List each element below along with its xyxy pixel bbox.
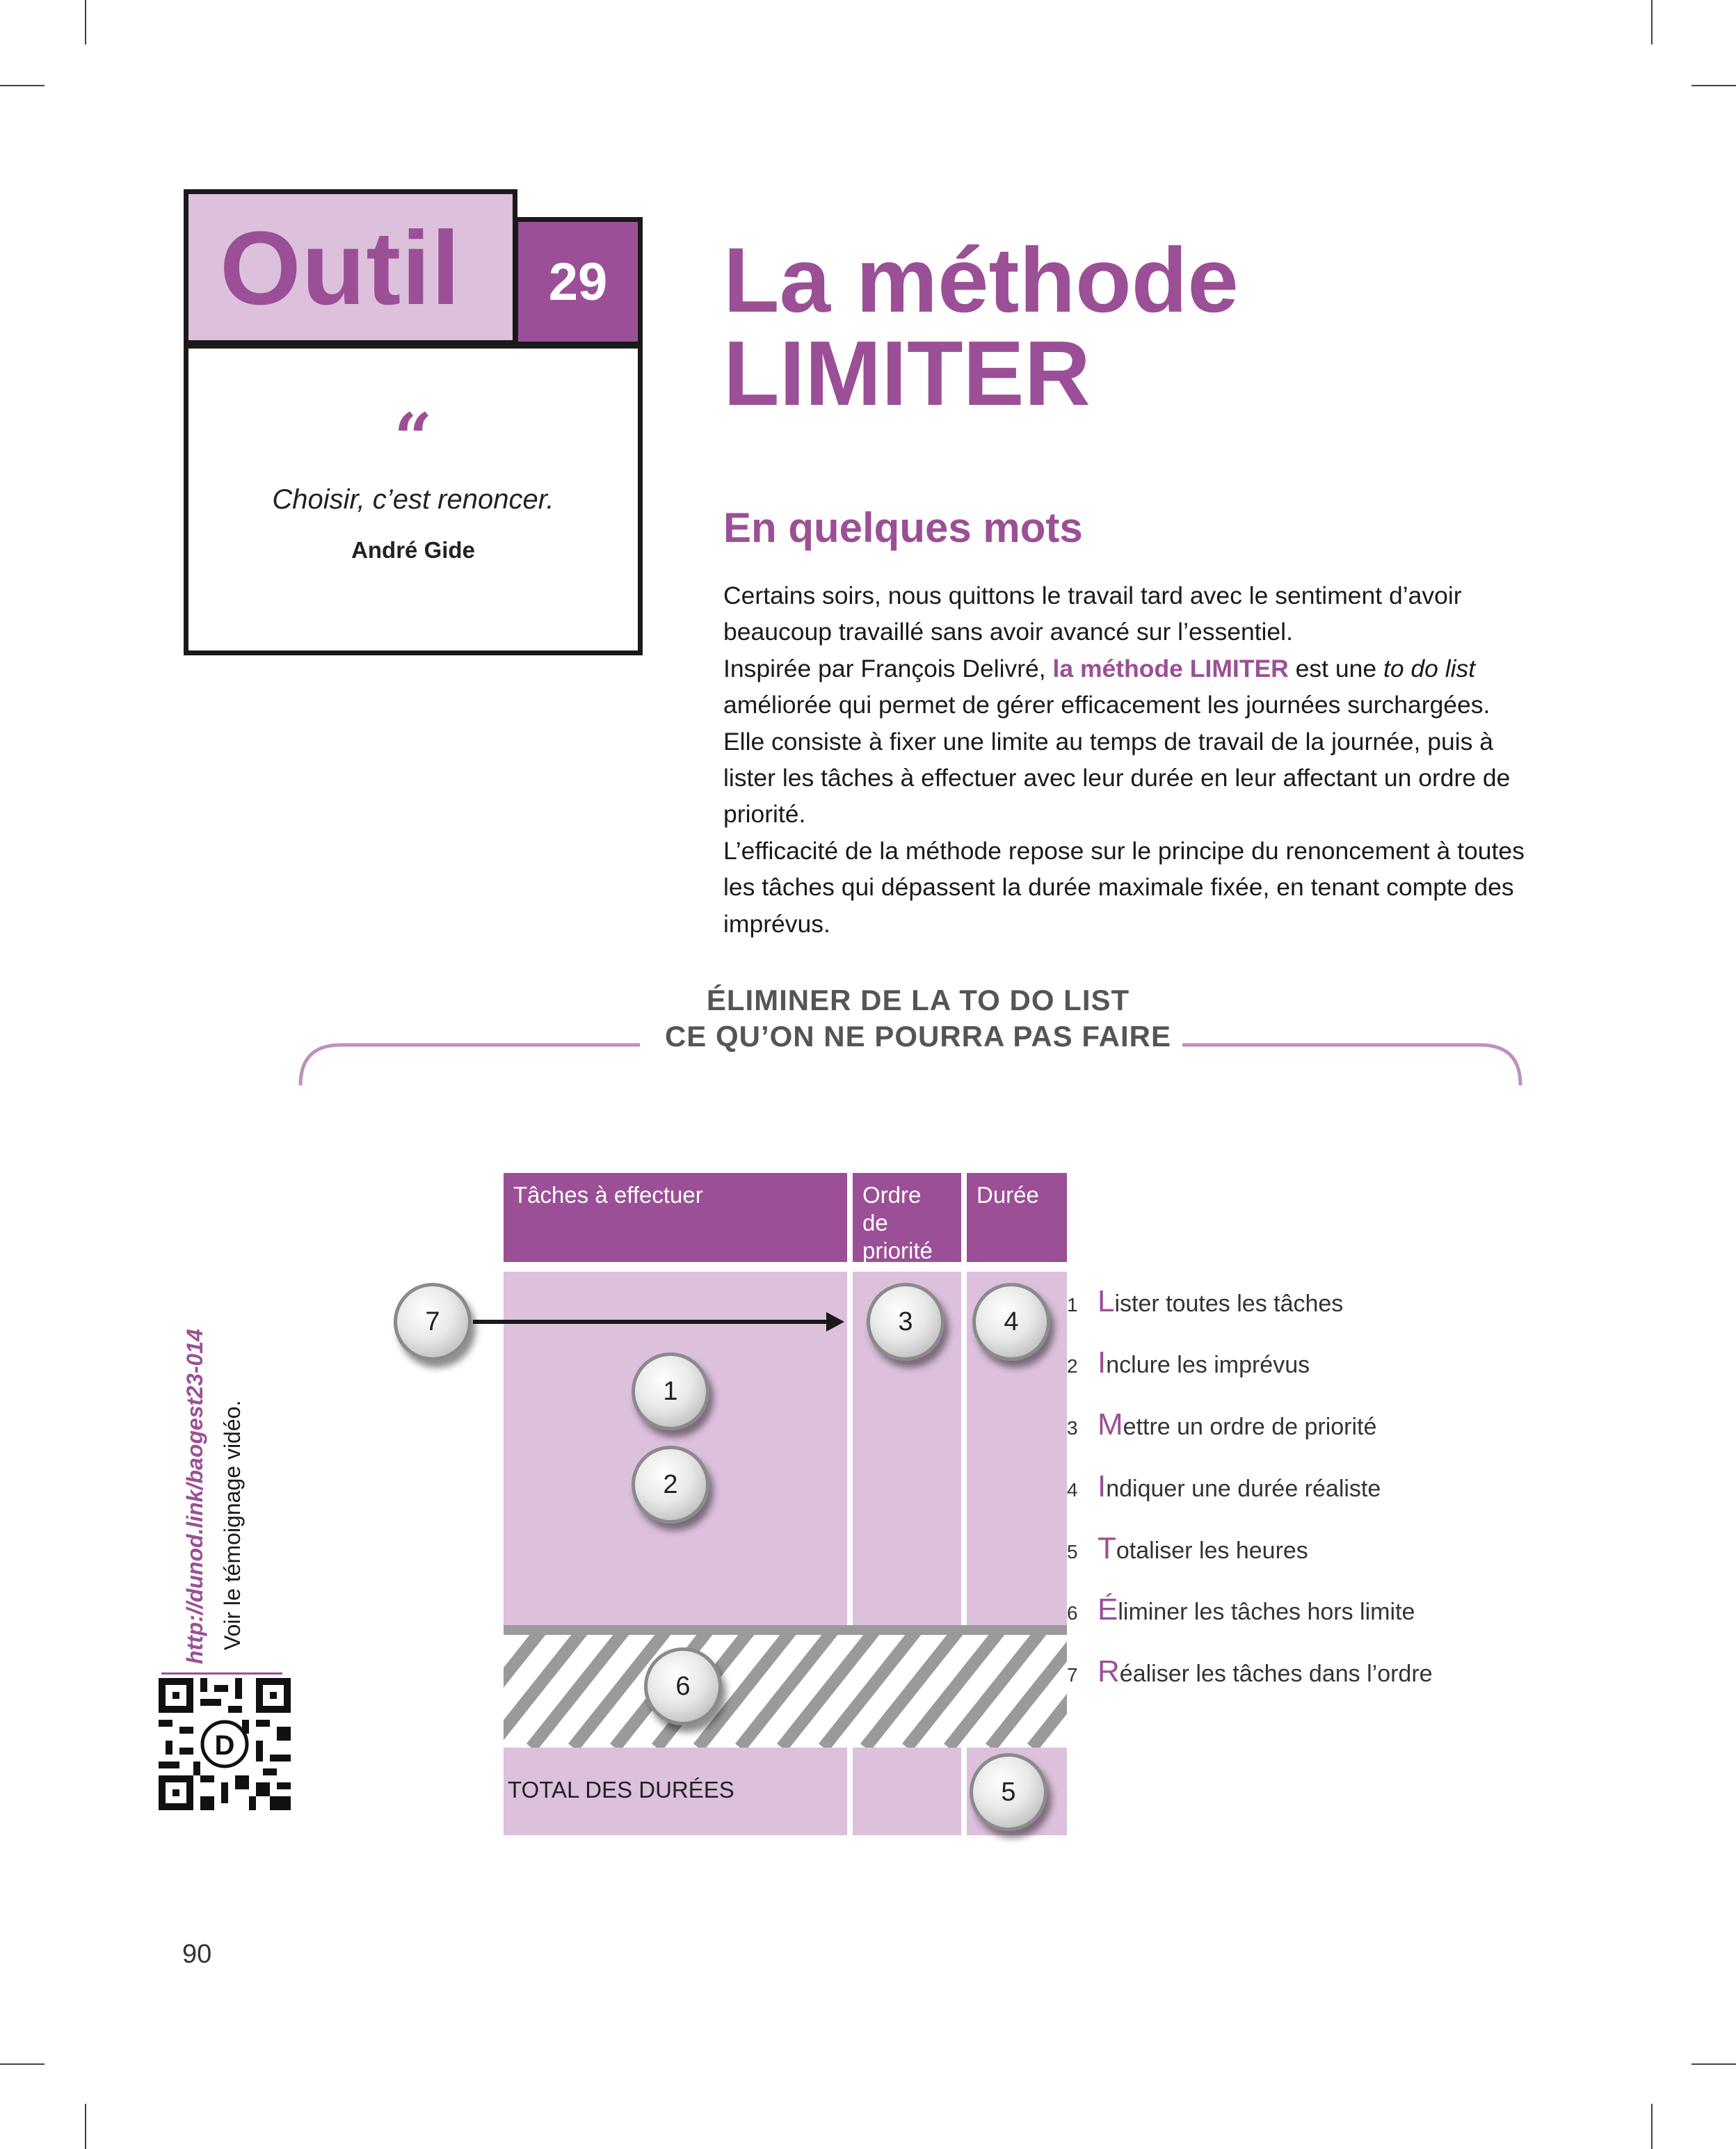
paragraph-3: Elle consiste à fixer une limite au temps de travail de la journée, puis à lister les tâches à effectuer avec leur durée en leur affectant un ordre de priorité.	[723, 727, 1511, 829]
legend-text: éaliser les tâches dans l’ordre	[1119, 1661, 1433, 1687]
legend-label	[1098, 1345, 1310, 1380]
legend-text: nclure les imprévus	[1106, 1352, 1310, 1378]
crop-mark	[85, 0, 86, 45]
p2-text-a: Inspirée par François Delivré,	[723, 654, 1053, 682]
legend-label	[1098, 1407, 1376, 1442]
legend-label	[1098, 1592, 1415, 1627]
quote-mark-icon: “	[394, 399, 433, 477]
tool-number: 29	[513, 217, 643, 346]
video-caption: Voir le témoignage vidéo.	[220, 1400, 245, 1650]
crop-mark	[1691, 85, 1736, 86]
legend-text: ndiquer une durée réaliste	[1106, 1476, 1381, 1502]
step-circle-3: 3	[867, 1283, 945, 1361]
header-tasks: Tâches à effectuer	[504, 1173, 847, 1262]
crop-mark	[1691, 2063, 1736, 2065]
legend-number: 2	[1067, 1355, 1078, 1377]
banner-bracket	[292, 1030, 1530, 1085]
banner-line-1: ÉLIMINER DE LA TO DO LIST	[706, 984, 1130, 1016]
legend-text: liminer les tâches hors limite	[1118, 1599, 1415, 1625]
legend-label	[1098, 1654, 1433, 1689]
legend-number: 1	[1067, 1294, 1078, 1316]
step-circle-5: 5	[970, 1753, 1047, 1831]
legend-initial: É	[1098, 1592, 1118, 1627]
video-link[interactable]: http://dunod.link/baogest23-014	[182, 1329, 207, 1664]
total-priority-cell	[853, 1748, 961, 1835]
legend-initial: T	[1098, 1531, 1116, 1565]
section-heading: En quelques mots	[723, 504, 1083, 551]
body-text	[723, 577, 1530, 942]
arrow-icon	[473, 1308, 862, 1336]
legend-label	[1098, 1469, 1381, 1504]
step-circle-2: 2	[632, 1446, 709, 1524]
legend-text: ister toutes les tâches	[1114, 1291, 1344, 1317]
legend-initial: I	[1098, 1469, 1107, 1503]
legend-initial: L	[1098, 1284, 1115, 1318]
header-priority: Ordre de priorité	[853, 1173, 961, 1262]
page-title	[723, 229, 1239, 424]
legend-initial: I	[1098, 1345, 1107, 1380]
step-circle-6: 6	[644, 1647, 722, 1725]
legend-number: 3	[1067, 1417, 1078, 1439]
p2-text-c: améliorée qui permet de gérer efficacement les journées surchargées.	[723, 691, 1490, 719]
tool-word: Outil	[220, 209, 461, 326]
step-circle-7: 7	[394, 1283, 472, 1361]
paragraph-2	[723, 650, 1530, 724]
crop-mark	[0, 2063, 45, 2065]
crop-mark	[1651, 2104, 1653, 2149]
legend-text: otaliser les heures	[1116, 1537, 1308, 1564]
quote-author: André Gide	[351, 537, 475, 563]
crop-mark	[85, 2104, 86, 2149]
title-line-2: LIMITER	[723, 322, 1091, 424]
page-number: 90	[182, 1940, 212, 1969]
legend-label	[1098, 1284, 1343, 1319]
todo-list-italic: to do list	[1383, 654, 1476, 682]
legend-initial: R	[1098, 1654, 1120, 1688]
header-duration: Durée	[967, 1173, 1067, 1262]
legend-number: 6	[1067, 1602, 1078, 1624]
legend-number: 7	[1067, 1664, 1078, 1686]
crop-mark	[0, 85, 45, 86]
title-line-1: La méthode	[723, 229, 1239, 331]
step-circle-1: 1	[632, 1352, 709, 1430]
sidebar-divider	[161, 1672, 282, 1675]
quote-text: Choisir, c’est renoncer.	[272, 484, 554, 515]
svg-text:D: D	[214, 1730, 235, 1761]
step-circle-4: 4	[972, 1283, 1050, 1361]
paragraph-1: Certains soirs, nous quittons le travail tard avec le sentiment d’avoir beaucoup travaillé sans avoir avancé sur l’essentiel.	[723, 582, 1462, 646]
legend-text: ettre un ordre de priorité	[1123, 1414, 1377, 1440]
legend-number: 5	[1067, 1541, 1078, 1563]
legend-number: 4	[1067, 1479, 1078, 1501]
method-highlight: la méthode LIMITER	[1052, 654, 1289, 682]
paragraph-4: L’efficacité de la méthode repose sur le principe du renoncement à toutes les tâches qui dépassent la durée maximale fixée, en tenant compte des imprévus.	[723, 836, 1525, 938]
p2-text-b: est une	[1288, 654, 1383, 682]
legend-label	[1098, 1531, 1308, 1566]
qr-code-icon[interactable]	[159, 1678, 291, 1810]
crop-mark	[1651, 0, 1653, 45]
hatched-band	[504, 1625, 1067, 1748]
legend-initial: M	[1098, 1407, 1123, 1441]
banner-line-2: CE QU’ON NE POURRA PAS FAIRE	[664, 1020, 1172, 1053]
total-label: TOTAL DES DURÉES	[508, 1777, 734, 1803]
